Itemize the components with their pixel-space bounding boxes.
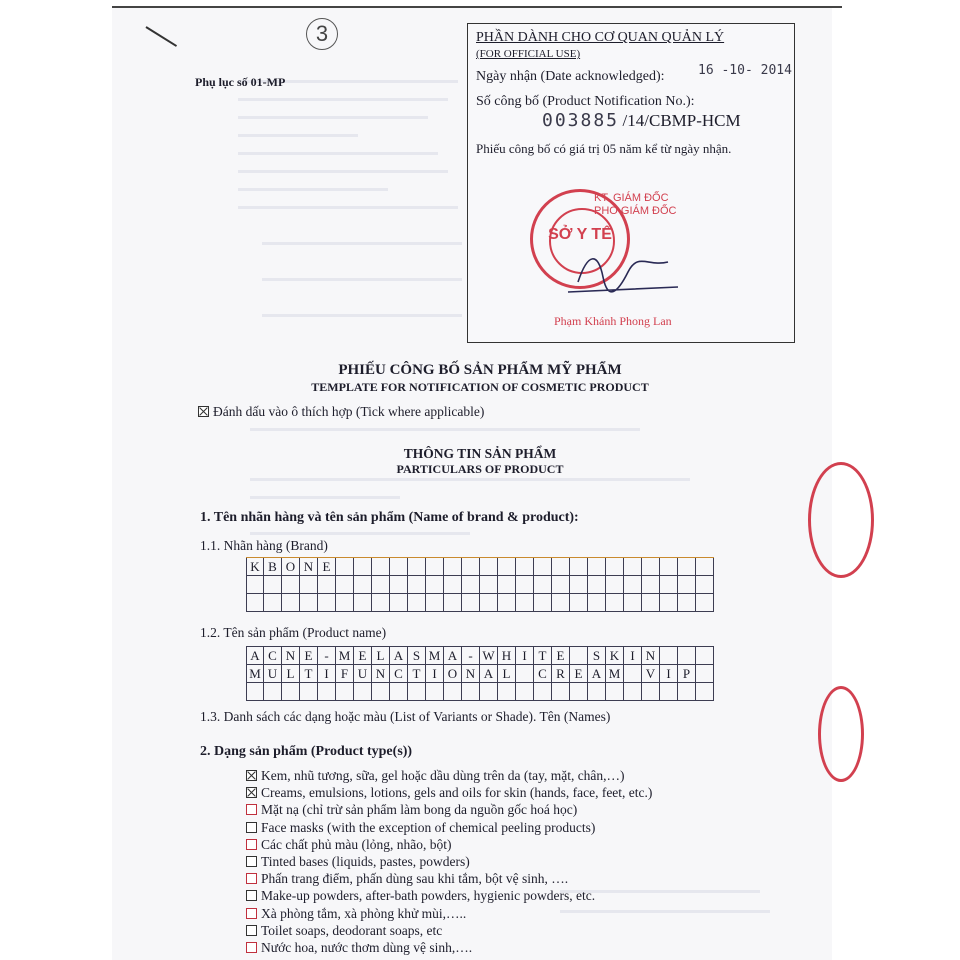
- product-cell: [696, 665, 714, 683]
- product-cell: T: [408, 665, 426, 683]
- product-type-item: [246, 922, 652, 939]
- notif-suffix: /14/CBMP-HCM: [622, 111, 741, 130]
- empty-checkbox-icon: [246, 890, 257, 901]
- brand-cell: [336, 558, 354, 576]
- product-cell: [660, 683, 678, 701]
- brand-cell: [534, 594, 552, 612]
- section-title-vn: THÔNG TIN SẢN PHẨM: [403, 446, 557, 461]
- bleed-through-line: [250, 532, 470, 535]
- product-cell: [444, 683, 462, 701]
- product-cell: I: [660, 665, 678, 683]
- brand-cell: [498, 594, 516, 612]
- product-cell: [462, 683, 480, 701]
- product-cell: [624, 683, 642, 701]
- brand-cell: [426, 576, 444, 594]
- product-cell: U: [264, 665, 282, 683]
- brand-cell: [282, 594, 300, 612]
- appendix-label: Phụ lục số 01-MP: [195, 75, 286, 89]
- product-cell: [318, 683, 336, 701]
- bleed-through-line: [238, 134, 358, 137]
- bleed-through-line: [238, 188, 388, 191]
- product-type-item: [246, 767, 652, 784]
- brand-cell: [624, 594, 642, 612]
- product-cell: E: [552, 647, 570, 665]
- product-type-list: [246, 767, 652, 956]
- product-cell: O: [444, 665, 462, 683]
- official-title-en: (FOR OFFICIAL USE): [476, 48, 581, 60]
- product-cell: [246, 683, 264, 701]
- product-cell: A: [246, 647, 264, 665]
- brand-cell: [390, 558, 408, 576]
- brand-cell: [516, 576, 534, 594]
- brand-cell: [354, 576, 372, 594]
- brand-cell: [696, 594, 714, 612]
- bleed-through-line: [238, 206, 458, 209]
- product-type-item: [246, 819, 652, 836]
- brand-cell: [354, 558, 372, 576]
- product-cell: K: [606, 647, 624, 665]
- bleed-through-line: [238, 116, 428, 119]
- bleed-through-line: [262, 278, 462, 281]
- product-cell: [696, 647, 714, 665]
- product-type-label: Face masks (with the exception of chemical peeling products): [261, 819, 596, 835]
- product-cell: I: [426, 665, 444, 683]
- notif-number: 003885: [542, 110, 620, 131]
- product-cell: [552, 683, 570, 701]
- product-cell: M: [426, 647, 444, 665]
- signer-name: Phạm Khánh Phong Lan: [554, 314, 672, 328]
- brand-cell: [300, 576, 318, 594]
- brand-cell: [282, 576, 300, 594]
- page-number-circle: 3: [306, 18, 338, 50]
- empty-checkbox-icon: [246, 925, 257, 936]
- brand-cell: [570, 576, 588, 594]
- empty-checkbox-icon: [246, 839, 257, 850]
- brand-label: 1.1. Nhãn hàng (Brand): [200, 538, 328, 553]
- bleed-through-line: [262, 314, 462, 317]
- product-type-label: Kem, nhũ tương, sữa, gel hoặc dầu dùng trên da (tay, mặt, chân,…): [261, 768, 625, 783]
- product-cell: [588, 683, 606, 701]
- product-label: 1.2. Tên sản phẩm (Product name): [200, 625, 387, 640]
- product-cell: S: [588, 647, 606, 665]
- empty-checkbox-icon: [246, 804, 257, 815]
- brand-cell: [372, 558, 390, 576]
- brand-cell: O: [282, 558, 300, 576]
- brand-cell: [480, 576, 498, 594]
- checked-box-icon: [246, 787, 257, 798]
- product-name-grid: [246, 646, 714, 701]
- product-cell: S: [408, 647, 426, 665]
- brand-cell: [696, 558, 714, 576]
- brand-cell: [660, 594, 678, 612]
- product-cell: I: [624, 647, 642, 665]
- product-cell: N: [462, 665, 480, 683]
- product-cell: [678, 683, 696, 701]
- product-cell: A: [444, 647, 462, 665]
- brand-cell: [552, 558, 570, 576]
- product-cell: M: [336, 647, 354, 665]
- brand-cell: [408, 558, 426, 576]
- product-cell: [426, 683, 444, 701]
- brand-cell: [480, 558, 498, 576]
- product-cell: [480, 683, 498, 701]
- notif-row: [542, 110, 741, 131]
- brand-cell: [516, 594, 534, 612]
- product-cell: V: [642, 665, 660, 683]
- validity-note: Phiếu công bố có giá trị 05 năm kể từ ngày nhận.: [476, 141, 732, 156]
- product-cell: N: [372, 665, 390, 683]
- checked-box-icon: [198, 406, 209, 417]
- brand-cell: [480, 594, 498, 612]
- product-cell: E: [300, 647, 318, 665]
- seal-text: SỞ Y TẾ: [548, 226, 612, 243]
- product-type-label: Toilet soaps, deodorant soaps, etc: [261, 922, 443, 938]
- brand-cell: [462, 576, 480, 594]
- brand-cell: [588, 558, 606, 576]
- brand-cell: [552, 594, 570, 612]
- brand-cell: [678, 594, 696, 612]
- product-cell: W: [480, 647, 498, 665]
- product-cell: [678, 647, 696, 665]
- brand-cell: [246, 576, 264, 594]
- product-cell: [660, 647, 678, 665]
- product-cell: A: [588, 665, 606, 683]
- brand-cell: B: [264, 558, 282, 576]
- brand-cell: [606, 594, 624, 612]
- product-cell: [534, 683, 552, 701]
- bleed-through-line: [238, 98, 448, 101]
- tick-note-text: Đánh dấu vào ô thích hợp (Tick where applicable): [213, 404, 485, 419]
- date-row: [476, 63, 792, 85]
- side-seal-icon: [808, 462, 874, 578]
- product-cell: L: [498, 665, 516, 683]
- product-type-label: Phấn trang điểm, phấn dùng sau khi tắm, bột vệ sinh, ….: [261, 871, 569, 887]
- brand-cell: [660, 576, 678, 594]
- product-cell: N: [282, 647, 300, 665]
- brand-cell: [588, 594, 606, 612]
- product-cell: [282, 683, 300, 701]
- product-cell: [606, 683, 624, 701]
- product-type-label: Tinted bases (liquids, pastes, powders): [261, 854, 470, 870]
- brand-cell: [264, 594, 282, 612]
- product-cell: [570, 683, 588, 701]
- brand-cell: [606, 576, 624, 594]
- product-cell: L: [282, 665, 300, 683]
- brand-cell: [570, 558, 588, 576]
- product-cell: [336, 683, 354, 701]
- official-title-vn: PHẦN DÀNH CHO CƠ QUAN QUẢN LÝ: [476, 30, 725, 45]
- brand-cell: [354, 594, 372, 612]
- product-cell: C: [264, 647, 282, 665]
- bleed-through-line: [262, 242, 462, 245]
- brand-cell: [624, 558, 642, 576]
- product-cell: -: [462, 647, 480, 665]
- brand-cell: [300, 594, 318, 612]
- brand-cell: [606, 558, 624, 576]
- product-type-item: [246, 870, 652, 887]
- signature-icon: [558, 242, 688, 302]
- brand-cell: [444, 576, 462, 594]
- product-cell: [516, 683, 534, 701]
- brand-cell: [498, 576, 516, 594]
- brand-cell: [534, 558, 552, 576]
- brand-cell: [534, 576, 552, 594]
- brand-cell: [444, 594, 462, 612]
- brand-cell: [678, 558, 696, 576]
- section-title-en: PARTICULARS OF PRODUCT: [396, 462, 564, 476]
- product-type-label: Make-up powders, after-bath powders, hygienic powders, etc.: [261, 888, 596, 904]
- product-cell: E: [354, 647, 372, 665]
- product-cell: [372, 683, 390, 701]
- product-cell: I: [318, 665, 336, 683]
- product-cell: [354, 683, 372, 701]
- product-type-label: Xà phòng tắm, xà phòng khử mùi,…..: [261, 905, 467, 921]
- brand-cell: [696, 576, 714, 594]
- brand-cell: [318, 576, 336, 594]
- date-label: Ngày nhận (Date acknowledged):: [476, 69, 665, 84]
- brand-cell: [408, 594, 426, 612]
- bleed-through-line: [250, 478, 690, 481]
- stamp-title: KT. GIÁM ĐỐC PHÓ GIÁM ĐỐC: [594, 192, 677, 217]
- product-cell: [390, 683, 408, 701]
- product-type-item: [246, 905, 652, 922]
- product-cell: T: [300, 665, 318, 683]
- product-cell: H: [498, 647, 516, 665]
- brand-grid: [246, 557, 714, 612]
- brand-cell: [624, 576, 642, 594]
- product-cell: E: [570, 665, 588, 683]
- brand-cell: [642, 558, 660, 576]
- product-type-item: [246, 939, 652, 956]
- product-cell: P: [678, 665, 696, 683]
- product-cell: M: [246, 665, 264, 683]
- q2-heading: 2. Dạng sản phẩm (Product type(s)): [200, 744, 413, 759]
- brand-cell: [462, 594, 480, 612]
- product-cell: [570, 647, 588, 665]
- product-cell: [624, 665, 642, 683]
- product-type-item: [246, 853, 652, 870]
- product-type-item: [246, 801, 652, 818]
- bleed-through-line: [238, 170, 448, 173]
- page-top-edge: [112, 6, 842, 8]
- product-cell: M: [606, 665, 624, 683]
- form-title-en: TEMPLATE FOR NOTIFICATION OF COSMETIC PRODUCT: [311, 380, 649, 394]
- brand-cell: [336, 576, 354, 594]
- empty-checkbox-icon: [246, 822, 257, 833]
- q1-heading: 1. Tên nhãn hàng và tên sản phẩm (Name of brand & product):: [200, 510, 579, 525]
- brand-cell: [642, 576, 660, 594]
- bleed-through-line: [238, 152, 438, 155]
- brand-cell: [318, 594, 336, 612]
- product-cell: F: [336, 665, 354, 683]
- product-cell: [516, 665, 534, 683]
- empty-checkbox-icon: [246, 873, 257, 884]
- brand-cell: K: [246, 558, 264, 576]
- brand-cell: [372, 576, 390, 594]
- product-type-label: Các chất phủ màu (lỏng, nhão, bột): [261, 836, 452, 852]
- brand-cell: [246, 594, 264, 612]
- brand-cell: [462, 558, 480, 576]
- bleed-through-line: [250, 496, 400, 499]
- brand-cell: N: [300, 558, 318, 576]
- brand-cell: [408, 576, 426, 594]
- form-title-vn: PHIẾU CÔNG BỐ SẢN PHẨM MỸ PHẨM: [338, 362, 622, 378]
- brand-cell: [660, 558, 678, 576]
- side-seal-icon: [818, 686, 864, 782]
- product-cell: [642, 683, 660, 701]
- brand-cell: [642, 594, 660, 612]
- brand-cell: [390, 594, 408, 612]
- product-type-label: Creams, emulsions, lotions, gels and oils for skin (hands, face, feet, etc.): [261, 785, 653, 801]
- product-cell: L: [372, 647, 390, 665]
- brand-cell: [678, 576, 696, 594]
- brand-cell: [426, 558, 444, 576]
- tick-note: [198, 404, 484, 420]
- product-cell: N: [642, 647, 660, 665]
- product-cell: U: [354, 665, 372, 683]
- product-cell: R: [552, 665, 570, 683]
- brand-cell: [372, 594, 390, 612]
- brand-cell: [588, 576, 606, 594]
- product-cell: A: [390, 647, 408, 665]
- product-cell: A: [480, 665, 498, 683]
- brand-cell: [570, 594, 588, 612]
- variants-label: 1.3. Danh sách các dạng hoặc màu (List of Variants or Shade). Tên (Names): [200, 709, 611, 724]
- product-cell: C: [390, 665, 408, 683]
- brand-cell: [498, 558, 516, 576]
- notif-label: Số công bố (Product Notification No.):: [476, 94, 695, 109]
- product-cell: I: [516, 647, 534, 665]
- brand-cell: [336, 594, 354, 612]
- brand-cell: E: [318, 558, 336, 576]
- brand-cell: [516, 558, 534, 576]
- official-use-box: [467, 23, 795, 343]
- empty-checkbox-icon: [246, 856, 257, 867]
- brand-cell: [264, 576, 282, 594]
- product-cell: T: [534, 647, 552, 665]
- product-cell: [300, 683, 318, 701]
- product-cell: [408, 683, 426, 701]
- product-type-label: Mặt nạ (chỉ trừ sản phẩm làm bong da nguồn gốc hoá học): [261, 802, 578, 818]
- product-type-item: [246, 887, 652, 904]
- product-cell: [498, 683, 516, 701]
- product-type-item: [246, 784, 652, 801]
- brand-cell: [444, 558, 462, 576]
- date-value: 16 -10- 2014: [698, 63, 792, 78]
- bleed-through-line: [250, 428, 640, 431]
- product-cell: -: [318, 647, 336, 665]
- checked-box-icon: [246, 770, 257, 781]
- brand-cell: [390, 576, 408, 594]
- empty-checkbox-icon: [246, 908, 257, 919]
- product-type-item: [246, 836, 652, 853]
- product-type-label: Nước hoa, nước thơm dùng vệ sinh,….: [261, 940, 473, 956]
- product-cell: C: [534, 665, 552, 683]
- product-cell: [264, 683, 282, 701]
- empty-checkbox-icon: [246, 942, 257, 953]
- brand-cell: [426, 594, 444, 612]
- product-cell: [696, 683, 714, 701]
- brand-cell: [552, 576, 570, 594]
